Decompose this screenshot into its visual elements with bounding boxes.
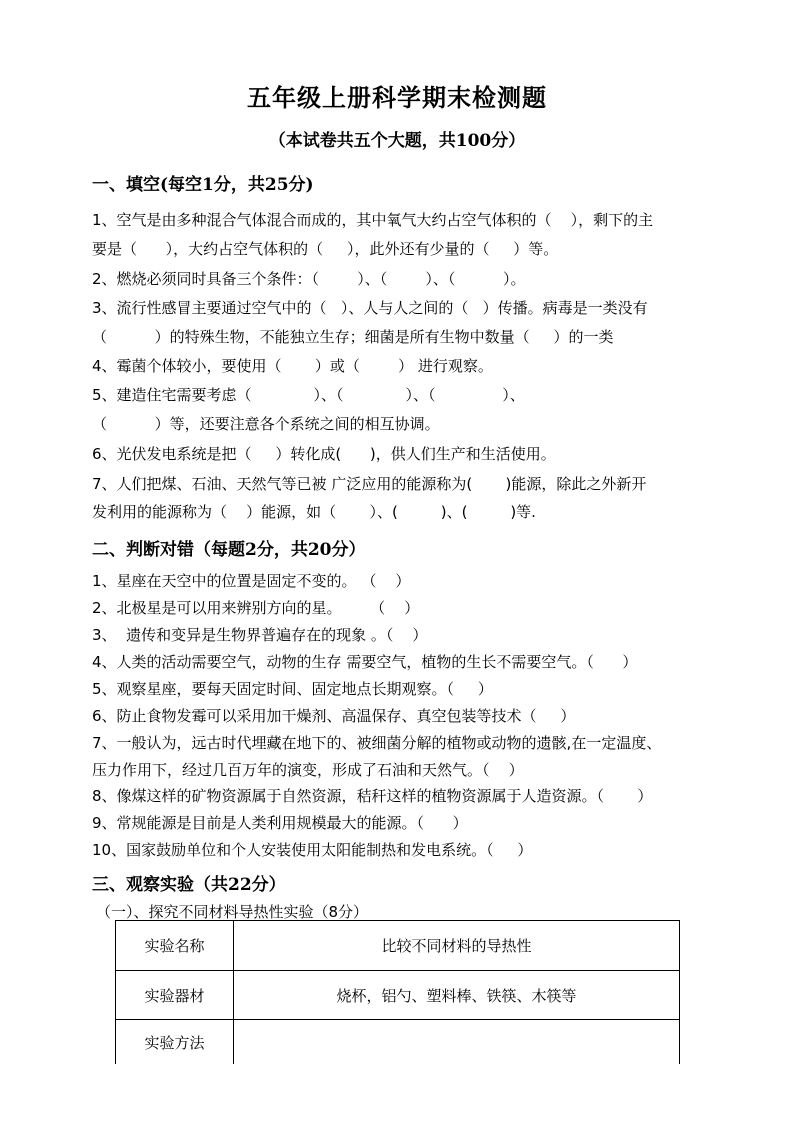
true-false-line: 4、人类的活动需要空气，动物的生存 需要空气，植物的生长不需要空气。（ ）	[92, 653, 638, 671]
true-false-line: 8、像煤这样的矿物资源属于自然资源，秸秆这样的植物资源属于人造资源。（ ）	[92, 787, 653, 805]
table-cell-value: 比较不同材料的导热性	[234, 921, 680, 971]
table-cell-label: 实验器材	[116, 971, 234, 1020]
fill-in-line: （ ）的特殊生物，不能独立生存；细菌是所有生物中数量（ ）的一类	[92, 328, 614, 346]
true-false-line: 压力作用下，经过几百万年的演变，形成了石油和天然气。（ ）	[92, 761, 524, 779]
fill-in-line: 1、空气是由多种混合气体混合而成的，其中氧气大约占空气体积的（ ），剩下的主	[92, 211, 654, 229]
table-row	[116, 921, 680, 971]
section-heading-true-false: 二、判断对错（每题2分，共20分）	[92, 540, 366, 560]
fill-in-line: 7、人们把煤、石油、天然气等已被 广泛应用的能源称为( )能源，除此之外新开	[92, 475, 647, 493]
table-row	[116, 971, 680, 1020]
true-false-line: 6、防止食物发霉可以采用加干燥剂、高温保存、真空包装等技术（ ）	[92, 707, 576, 725]
fill-in-line: 2、燃烧必须同时具备三个条件：（ ）、（ ）、（ ）。	[92, 270, 526, 288]
table-cell-value	[234, 1020, 680, 1065]
true-false-line: 5、观察星座，要每天固定时间、固定地点长期观察。（ ）	[92, 680, 493, 698]
true-false-line: 3、 遗传和变异是生物界普遍存在的现象 。（ ）	[92, 626, 428, 644]
true-false-line: 10、国家鼓励单位和个人安装使用太阳能制热和发电系统。（ ）	[92, 841, 533, 859]
true-false-line: 2、北极星是可以用来辨别方向的星。 （ ）	[92, 599, 420, 617]
true-false-line: 9、常规能源是目前是人类利用规模最大的能源。（ ）	[92, 814, 468, 832]
section-heading-experiment: 三、观察实验（共22分）	[92, 875, 286, 895]
page-title: 五年级上册科学期末检测题	[247, 83, 547, 112]
table-cell-value: 烧杯，铝勺、塑料棒、铁筷、木筷等	[234, 971, 680, 1020]
experiment-table	[115, 920, 680, 1064]
fill-in-line: 3、流行性感冒主要通过空气中的（ ）、人与人之间的（ ）传播。病毒是一类没有	[92, 299, 648, 317]
fill-in-line: （ ）等，还要注意各个系统之间的相互协调。	[92, 415, 440, 433]
table-cell-label: 实验方法	[116, 1020, 234, 1065]
page-subtitle: （本试卷共五个大题，共100分）	[268, 131, 526, 151]
true-false-line: 1、星座在天空中的位置是固定不变的。 （ ）	[92, 572, 411, 590]
true-false-line: 7、一般认为，远古时代埋藏在地下的、被细菌分解的植物或动物的遗骸,在一定温度、	[92, 734, 662, 752]
fill-in-line: 6、光伏发电系统是把（ ）转化成( )，供人们生产和生活使用。	[92, 445, 556, 463]
fill-in-line: 要是（ ），大约占空气体积的（ ），此外还有少量的（ ）等。	[92, 240, 559, 258]
table-cell-label: 实验名称	[116, 921, 234, 971]
section-heading-fill-in: 一、填空(每空1分，共25分)	[92, 175, 314, 195]
fill-in-line: 4、霉菌个体较小，要使用（ ）或（ ） 进行观察。	[92, 357, 493, 375]
fill-in-line: 5、建造住宅需要考虑（ ）、（ ）、（ ）、	[92, 386, 525, 404]
fill-in-line: 发利用的能源称为（ ）能源，如（ ）、( )、( )等.	[92, 503, 536, 521]
table-row	[116, 1020, 680, 1065]
subsection-heading: （一）、探究不同材料导热性实验（8分）	[96, 903, 369, 921]
